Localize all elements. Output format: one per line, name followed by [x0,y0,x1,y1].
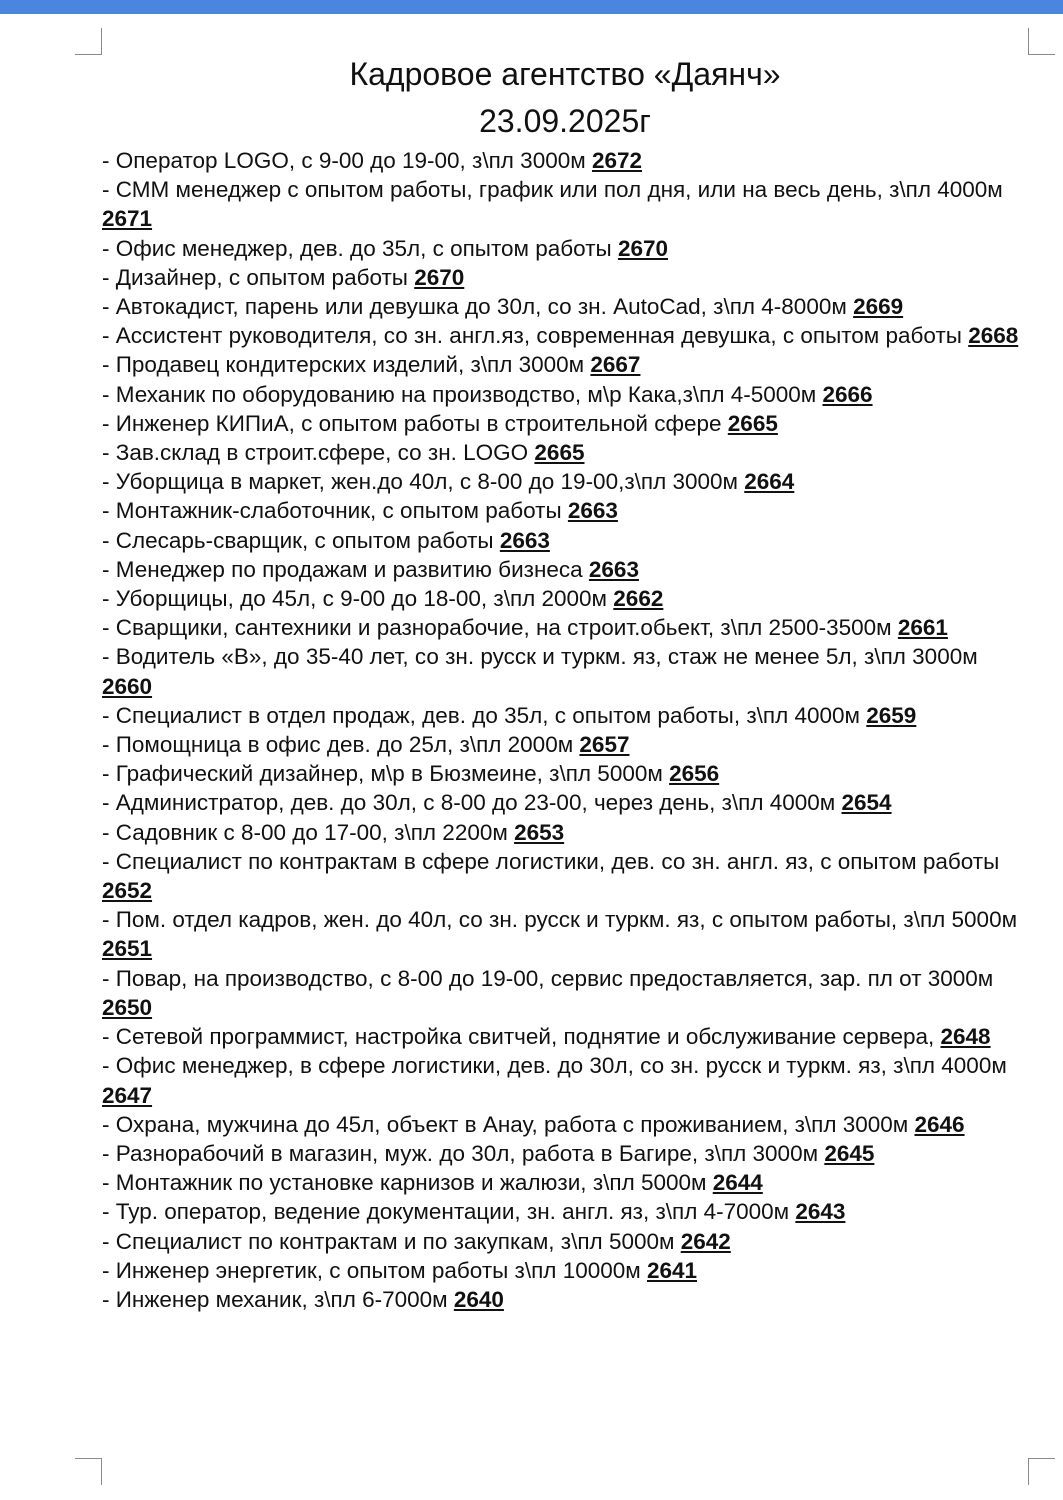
vacancy-code: 2664 [744,469,795,495]
job-listing [102,584,1027,613]
vacancy-code: 2665 [534,440,585,466]
job-listing [102,905,1027,963]
vacancy-code: 2666 [822,381,873,407]
job-listing [102,613,1027,642]
job-description: - Специалист по контрактам в сфере логистики, дев. со зн. англ. яз, с опытом работы [102,848,1000,874]
vacancy-code: 2667 [590,352,641,378]
vacancy-code: 2646 [914,1111,965,1137]
vacancy-code: 2654 [841,790,892,816]
page-corner-mark-top-right [1028,28,1055,55]
vacancy-code: 2672 [591,148,643,173]
vacancy-code: 2670 [617,235,668,261]
page-corner-mark-bottom-left [75,1458,102,1485]
job-description: - Монтажник-слаботочник, с опытом работы [102,498,568,524]
job-listing [102,496,1027,525]
job-listing [102,1285,1027,1314]
vacancy-code: 2648 [940,1024,991,1050]
vacancy-code: 2651 [102,936,153,962]
job-listing [102,1022,1027,1051]
job-description: - Охрана, мужчина до 45л, объект в Анау, работа с проживанием, з\пл 3000м [102,1111,915,1137]
vacancy-code: 2671 [102,206,153,232]
job-listing [102,409,1027,438]
job-description: - Специалист по контрактам и по закупкам, з\пл 5000м [102,1228,681,1254]
job-description: - СММ менеджер с опытом работы, график или пол дня, или на весь день, з\пл 4000м [102,177,1003,203]
vacancy-code: 2652 [102,878,153,904]
vacancy-code: 2653 [514,819,565,845]
job-listing [102,1197,1027,1226]
job-description: - Менеджер по продажам и развитию бизнеса [102,556,589,582]
document-date: 23.09.2025г [479,103,651,139]
vacancy-code: 2662 [613,586,664,612]
vacancy-code: 2650 [102,994,153,1020]
job-description: - Автокадист, парень или девушка до 30л, со зн. AutoCad, з\пл 4-8000м [102,294,854,320]
top-accent-bar [0,0,1063,14]
job-listing [102,438,1027,467]
job-description: - Уборщица в маркет, жен.до 40л, с 8-00 до 19-00,з\пл 3000м [102,469,745,495]
job-listing [102,964,1027,1022]
job-description: - Сетевой программист, настройка свитчей, поднятие и обслуживание сервера, [102,1024,941,1050]
job-listing [102,788,1027,817]
job-listing [102,759,1027,788]
job-description: - Повар, на производство, с 8-00 до 19-00, сервис предоставляется, зар. пл от 3000м [102,965,994,991]
vacancy-code: 2644 [712,1170,763,1196]
job-description: - Офис менеджер, в сфере логистики, дев. до 30л, со зн. русск и туркм. яз, з\пл 4000м [102,1053,1007,1079]
job-description: - Зав.склад в строит.сфере, со зн. LOGO [102,440,535,466]
job-description: - Механик по оборудованию на производство, м\р Кака,з\пл 4-5000м [102,381,823,407]
job-listing [102,1227,1027,1256]
job-listing [102,642,1027,700]
job-description: - Уборщицы, до 45л, с 9-00 до 18-00, з\пл 2000м [102,586,614,612]
job-description: - Инженер энергетик, с опытом работы з\пл 10000м [102,1257,647,1283]
vacancy-code: 2668 [968,323,1019,349]
vacancy-code: 2645 [824,1140,875,1166]
vacancy-code: 2657 [579,732,630,758]
job-description: - Графический дизайнер, м\р в Бюзмеине, з\пл 5000м [102,761,670,787]
vacancy-code: 2663 [499,527,550,553]
vacancy-code: 2660 [102,673,153,699]
job-listing [102,818,1027,847]
job-description: - Инженер механик, з\пл 6-7000м [102,1286,454,1312]
vacancy-code: 2661 [897,615,948,641]
job-description: - Дизайнер, с опытом работы [102,264,415,290]
job-listing [102,175,1027,233]
job-listing [102,321,1027,350]
job-description: - Пом. отдел кадров, жен. до 40л, со зн. русск и туркм. яз, с опытом работы, з\пл 5000м [102,907,1018,933]
job-description: - Администратор, дев. до 30л, с 8-00 до 23-00, через день, з\пл 4000м [102,790,842,816]
vacancy-code: 2641 [646,1257,698,1283]
vacancy-code: 2663 [567,498,618,524]
job-listing [102,1139,1027,1168]
job-listing [102,701,1027,730]
job-description: - Водитель «В», до 35-40 лет, со зн. русск и туркм. яз, стаж не менее 5л, з\пл 3000м [102,644,978,670]
job-listing [102,234,1027,263]
job-listing [102,847,1027,905]
job-description: - Продавец кондитерских изделий, з\пл 3000м [102,352,591,378]
vacancy-code: 2665 [727,410,778,436]
job-listing [102,1168,1027,1197]
job-description: - Инженер КИПиА, с опытом работы в строительной сфере [102,410,728,436]
job-description: - Специалист в отдел продаж, дев. до 35л, с опытом работы, з\пл 4000м [102,702,867,728]
vacancy-code: 2647 [102,1082,153,1108]
job-description: - Сварщики, сантехники и разнорабочие, на строит.обьект, з\пл 2500-3500м [102,615,898,641]
vacancy-code: 2643 [795,1199,846,1225]
job-description: - Слесарь-сварщик, с опытом работы [102,527,500,553]
document-title: Кадровое агентство «Даянч» [349,56,781,92]
job-listing [102,1256,1027,1285]
job-description: - Тур. оператор, ведение документации, зн. англ. яз, з\пл 4-7000м [102,1199,796,1225]
job-listing [102,380,1027,409]
vacancy-code: 2669 [853,294,904,320]
job-listing [102,730,1027,759]
vacancy-code: 2659 [866,702,917,728]
job-listing [102,350,1027,379]
job-description: - Офис менеджер, дев. до 35л, с опытом работы [102,235,618,261]
job-listing [102,555,1027,584]
vacancy-code: 2663 [588,556,639,582]
job-description: - Разнорабочий в магазин, муж. до 30л, работа в Багире, з\пл 3000м [102,1140,825,1166]
page-corner-mark-bottom-right [1028,1458,1055,1485]
job-listings [102,146,1027,1314]
job-listing [102,263,1027,292]
job-listing [102,292,1027,321]
page-corner-mark-top-left [75,28,102,55]
job-description: - Оператор LOGO, с 9-00 до 19-00, з\пл 3000м [102,148,592,173]
job-description: - Ассистент руководителя, со зн. англ.яз, современная девушка, с опытом работы [102,323,969,349]
vacancy-code: 2656 [669,761,720,787]
job-description: - Помощница в офис дев. до 25л, з\пл 2000м [102,732,580,758]
job-description: - Садовник с 8-00 до 17-00, з\пл 2200м [102,819,515,845]
vacancy-code: 2640 [453,1286,504,1312]
job-listing [102,1051,1027,1109]
vacancy-code: 2642 [680,1228,731,1254]
job-listing [102,146,1027,175]
job-description: - Монтажник по установке карнизов и жалюзи, з\пл 5000м [102,1170,713,1196]
job-listing [102,467,1027,496]
job-listing [102,526,1027,555]
vacancy-code: 2670 [414,264,465,290]
job-listing [102,1110,1027,1139]
